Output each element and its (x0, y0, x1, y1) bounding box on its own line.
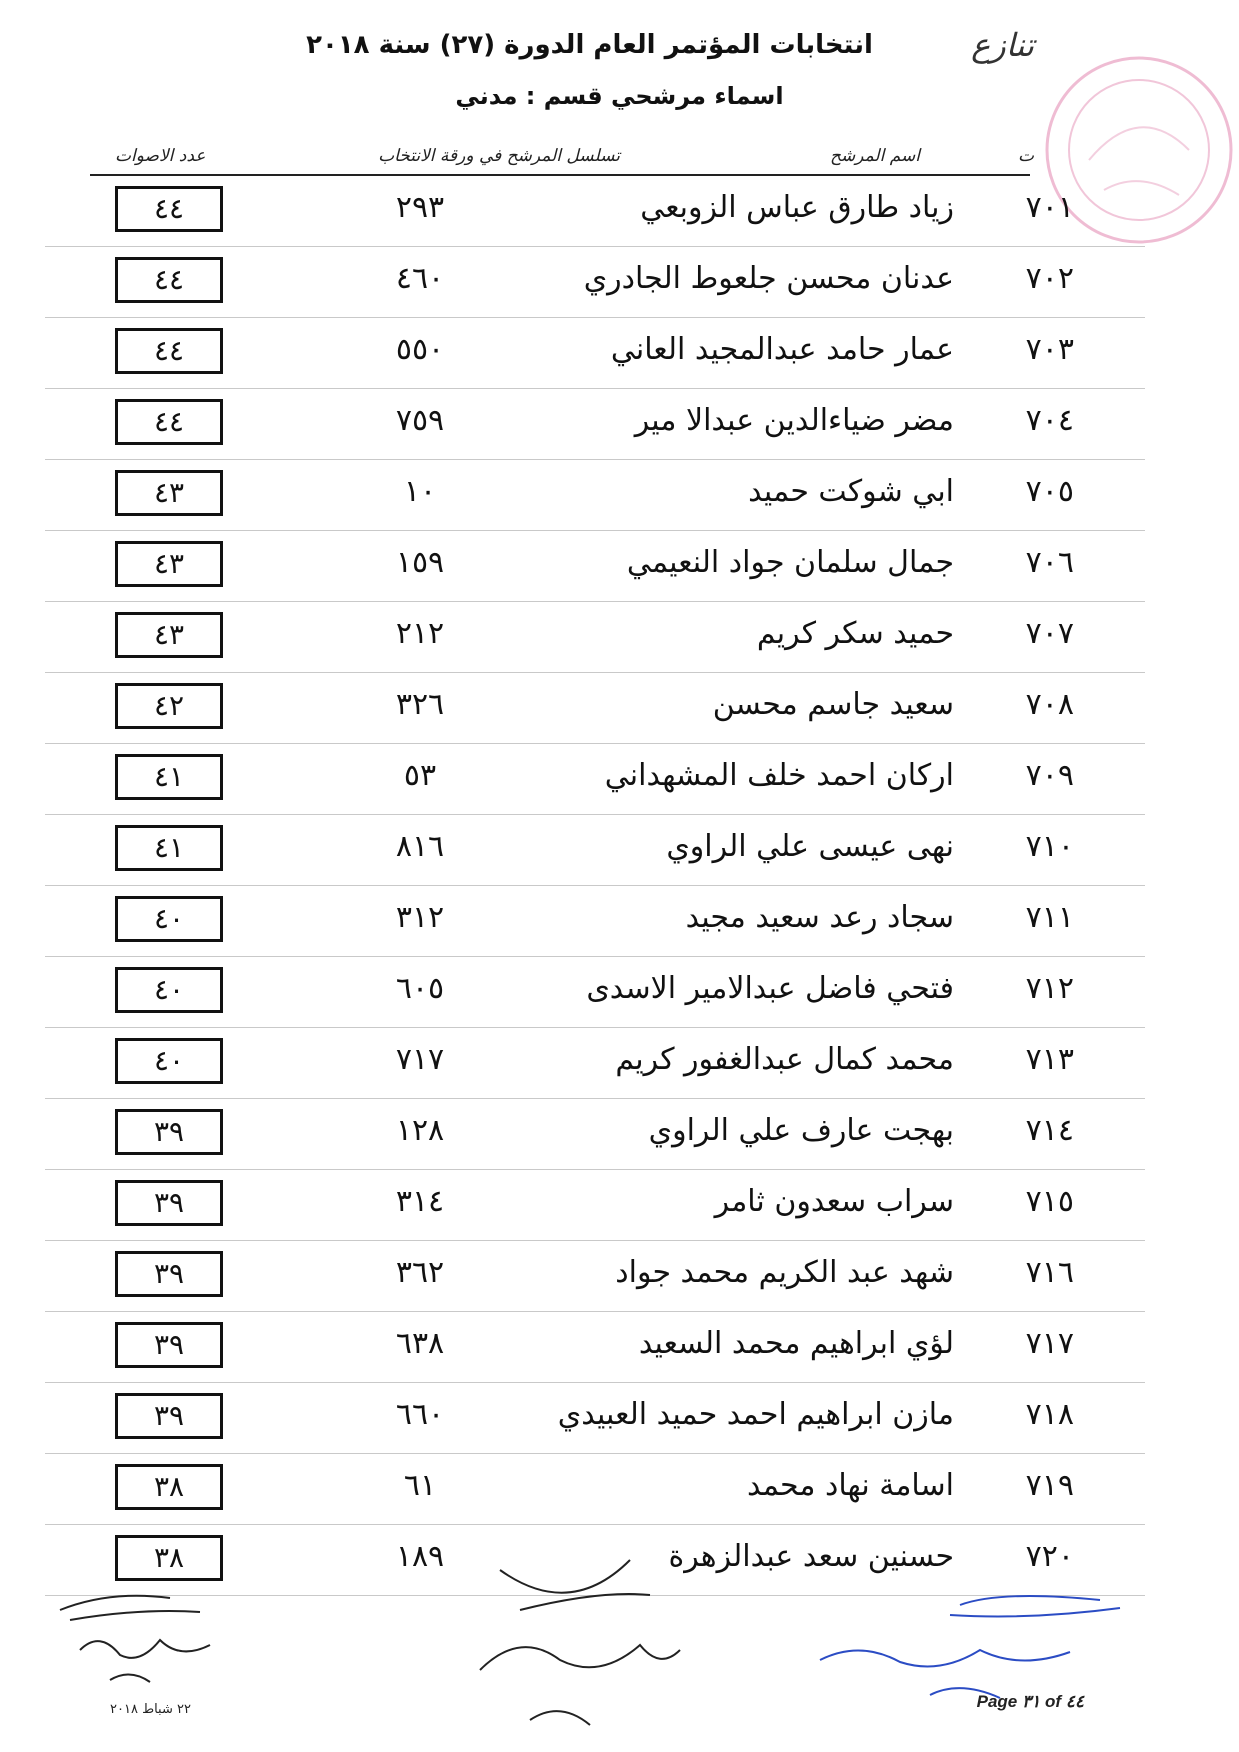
ballot-serial: ١٠ (403, 474, 437, 509)
vote-count-box: ٤٣ (115, 470, 223, 516)
candidate-name: سجاد رعد سعيد مجيد (685, 900, 954, 935)
vote-count-box: ٤١ (115, 825, 223, 871)
row-index: ٧١٧ (1025, 1326, 1074, 1361)
vote-count-box: ٣٩ (115, 1180, 223, 1226)
row-index: ٧١٨ (1025, 1397, 1074, 1432)
candidate-name: نهى عيسى علي الراوي (666, 829, 954, 864)
candidate-name: مضر ضياءالدين عبدالا مير (634, 403, 954, 438)
table-row (0, 247, 1239, 318)
ballot-serial: ٥٣ (403, 758, 437, 793)
row-index: ٧١٥ (1025, 1184, 1074, 1219)
vote-count-box: ٤٤ (115, 328, 223, 374)
candidate-name: حسنين سعد عبدالزهرة (668, 1539, 954, 1574)
row-index: ٧٠٨ (1025, 687, 1074, 722)
candidate-name: لؤي ابراهيم محمد السعيد (638, 1326, 954, 1361)
row-index: ٧٠٣ (1025, 332, 1074, 367)
table-row (0, 1170, 1239, 1241)
candidate-name: حميد سكر كريم (756, 616, 954, 651)
table-row (0, 1099, 1239, 1170)
ballot-serial: ٦٦٠ (395, 1397, 445, 1432)
vote-count-box: ٤٠ (115, 1038, 223, 1084)
ballot-serial: ٢٩٣ (395, 190, 445, 225)
vote-count-box: ٣٩ (115, 1393, 223, 1439)
candidate-name: ابي شوكت حميد (748, 474, 954, 509)
candidate-name: بهجت عارف علي الراوي (648, 1113, 954, 1148)
table-row (0, 602, 1239, 673)
column-header-index: ت (1017, 146, 1034, 166)
ballot-serial: ٧١٧ (395, 1042, 445, 1077)
candidate-name: فتحي فاضل عبدالامير الاسدى (586, 971, 954, 1006)
vote-count-box: ٣٩ (115, 1109, 223, 1155)
vote-count-box: ٣٨ (115, 1535, 223, 1581)
table-header (90, 140, 1034, 176)
table-row (0, 176, 1239, 247)
candidate-name: اركان احمد خلف المشهداني (604, 758, 954, 793)
vote-count-box: ٤٤ (115, 399, 223, 445)
table-row (0, 1383, 1239, 1454)
row-index: ٧١٢ (1025, 971, 1074, 1006)
row-index: ٧٠٧ (1025, 616, 1074, 651)
vote-count-box: ٤٣ (115, 612, 223, 658)
candidate-name: عدنان محسن جلعوط الجادري (583, 261, 954, 296)
candidate-name: اسامة نهاد محمد (746, 1468, 954, 1503)
column-header-name: اسم المرشح (829, 146, 920, 166)
vote-count-box: ٤٣ (115, 541, 223, 587)
ballot-serial: ٥٥٠ (395, 332, 445, 367)
row-index: ٧٠٤ (1025, 403, 1074, 438)
page-title: انتخابات المؤتمر العام الدورة (٢٧) سنة ٢٠١٨ (306, 30, 873, 60)
row-index: ٧٠٥ (1025, 474, 1074, 509)
footer-date: ٢٢ شباط ٢٠١٨ (110, 1702, 191, 1717)
candidate-name: شهد عبد الكريم محمد جواد (615, 1255, 954, 1290)
table-row (0, 1241, 1239, 1312)
ballot-serial: ٦١ (403, 1468, 437, 1503)
signature-center (460, 1550, 720, 1750)
table-row (0, 744, 1239, 815)
ballot-serial: ٣٢٦ (395, 687, 445, 722)
candidate-name: محمد كمال عبدالغفور كريم (615, 1042, 954, 1077)
row-index: ٧١١ (1025, 900, 1074, 935)
row-index: ٧٠١ (1025, 190, 1074, 225)
vote-count-box: ٤١ (115, 754, 223, 800)
row-index: ٧٠٩ (1025, 758, 1074, 793)
row-index: ٧٢٠ (1025, 1539, 1074, 1574)
ballot-serial: ٤٦٠ (395, 261, 445, 296)
vote-count-box: ٤٠ (115, 896, 223, 942)
column-header-votes: عدد الاصوات (115, 146, 206, 166)
ballot-serial: ٦٠٥ (395, 971, 445, 1006)
ballot-serial: ٣٦٢ (395, 1255, 445, 1290)
ballot-serial: ٣١٢ (395, 900, 445, 935)
vote-count-box: ٤٠ (115, 967, 223, 1013)
row-index: ٧٠٢ (1025, 261, 1074, 296)
ballot-serial: ٦٣٨ (395, 1326, 445, 1361)
ballot-serial: ٨١٦ (395, 829, 445, 864)
footer (0, 1570, 1239, 1752)
table-row (0, 815, 1239, 886)
row-index: ٧١٠ (1025, 829, 1074, 864)
ballot-serial: ٢١٢ (395, 616, 445, 651)
vote-count-box: ٣٩ (115, 1251, 223, 1297)
table-row (0, 1454, 1239, 1525)
candidate-name: زياد طارق عباس الزوبعي (640, 190, 954, 225)
handwritten-mark: تنازع (971, 26, 1034, 64)
row-index: ٧١٤ (1025, 1113, 1074, 1148)
row-index: ٧١٣ (1025, 1042, 1074, 1077)
vote-count-box: ٤٢ (115, 683, 223, 729)
table-row (0, 886, 1239, 957)
signature-left (50, 1570, 250, 1700)
column-header-serial: تسلسل المرشح في ورقة الانتخاب (378, 146, 620, 166)
page-number: Page ٣١ of ٤٤ (976, 1692, 1084, 1711)
ballot-serial: ١٥٩ (395, 545, 445, 580)
candidate-name: سراب سعدون ثامر (714, 1184, 954, 1219)
row-index: ٧١٩ (1025, 1468, 1074, 1503)
table-row (0, 673, 1239, 744)
row-index: ٧١٦ (1025, 1255, 1074, 1290)
ballot-serial: ١٢٨ (395, 1113, 445, 1148)
candidate-name: مازن ابراهيم احمد حميد العبيدي (557, 1397, 954, 1432)
table-row (0, 1312, 1239, 1383)
title-row (0, 18, 1239, 68)
row-index: ٧٠٦ (1025, 545, 1074, 580)
vote-count-box: ٤٤ (115, 186, 223, 232)
table-row (0, 389, 1239, 460)
table-row (0, 460, 1239, 531)
vote-count-box: ٣٩ (115, 1322, 223, 1368)
candidate-name: جمال سلمان جواد النعيمي (626, 545, 954, 580)
candidate-name: عمار حامد عبدالمجيد العاني (610, 332, 954, 367)
ballot-serial: ٣١٤ (395, 1184, 445, 1219)
ballot-serial: ١٨٩ (395, 1539, 445, 1574)
candidate-name: سعيد جاسم محسن (712, 687, 954, 722)
table-row (0, 318, 1239, 389)
table-row (0, 957, 1239, 1028)
ballot-serial: ٧٥٩ (395, 403, 445, 438)
table-row (0, 1028, 1239, 1099)
vote-count-box: ٤٤ (115, 257, 223, 303)
table-row (0, 531, 1239, 602)
page-subtitle: اسماء مرشحي قسم : مدني (455, 82, 784, 110)
vote-count-box: ٣٨ (115, 1464, 223, 1510)
